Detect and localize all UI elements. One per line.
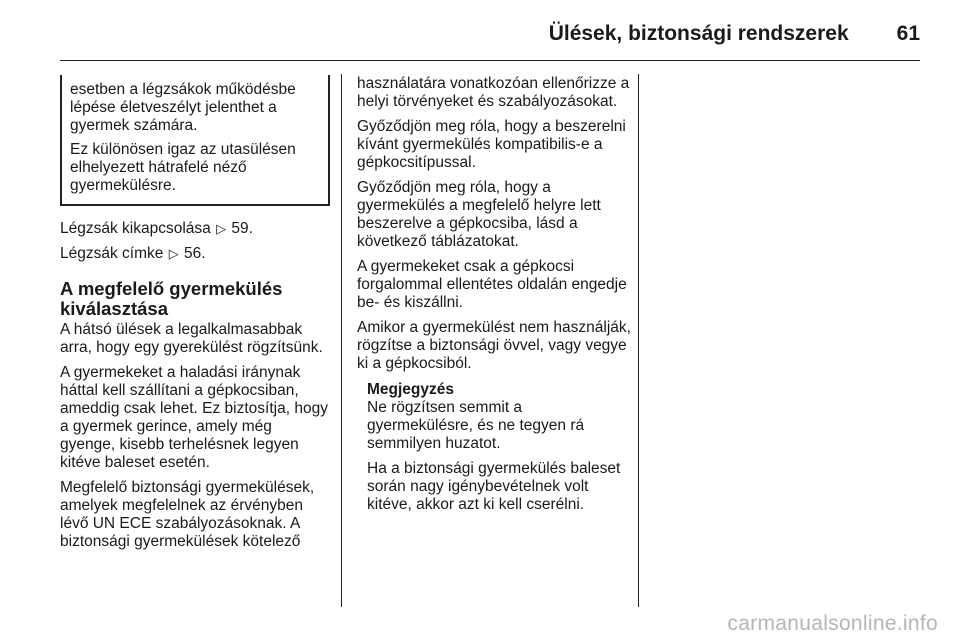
xref-page: 59.: [231, 220, 253, 237]
column-divider-1: [341, 74, 342, 607]
body-paragraph: használatára vonatkozóan ellenőrizze a helyi törvényeket és szabályozásokat.: [357, 75, 630, 110]
column-1: [60, 75, 330, 558]
body-paragraph: Győződjön meg róla, hogy a gyermekülés a megfelelő helyre lett beszerelve a gépkocsiba, lásd a következő táblázatokat.: [357, 179, 601, 250]
page-number: 61: [896, 22, 920, 45]
column-divider-2: [638, 74, 639, 607]
body-paragraph: Győződjön meg róla, hogy a beszerelni kívánt gyermekülés kompatibilis-e a gépkocsitípussal.: [357, 118, 626, 171]
note-block: [357, 381, 632, 514]
body-paragraph: A gyermekeket a haladási iránynak háttal kell szállítani a gépkocsiban, ameddig csak lehet. Ez biztosítja, hogy a gyermek gerince, amely még gyenge, kisebb terhelésnek legyen kitéve baleset esetén.: [60, 364, 328, 471]
warning-text-2: Ez különösen igaz az utasülésen elhelyezett hátrafelé néző gyermekülésre.: [70, 141, 296, 194]
body-paragraph: A hátsó ülések a legalkalmasabbak arra, hogy egy gyerekülést rögzítsünk.: [60, 321, 323, 356]
arrow-right-icon: ▷: [168, 246, 179, 261]
page-title: Ülések, biztonsági rendszerek: [548, 22, 849, 45]
section-heading: A megfelelő gyermekülés kiválasztása: [60, 278, 283, 319]
body-paragraph: Megfelelő biztonsági gyermekülések, amelyek megfelelnek az érvényben lévő UN ECE szabályozásoknak. A biztonsági gyermekülések kötelező: [60, 479, 315, 550]
xref-label: Légzsák kikapcsolása: [60, 220, 211, 237]
xref-label: Légzsák címke: [60, 245, 164, 262]
body-paragraph: A gyermekeket csak a gépkocsi forgalommal ellentétes oldalán engedje be- és kiszállni.: [357, 258, 627, 311]
warning-box: [60, 75, 330, 206]
cross-reference-airbag-label[interactable]: [60, 245, 330, 263]
xref-page: 56.: [184, 245, 206, 262]
watermark: carmanualsonline.info: [727, 612, 938, 635]
page-header: [60, 14, 920, 54]
arrow-right-icon: ▷: [216, 221, 227, 236]
note-paragraph: Ha a biztonsági gyermekülés baleset során nagy igénybevételnek volt kitéve, akkor azt ki kell cserélni.: [367, 460, 621, 513]
column-2: [357, 75, 632, 521]
note-paragraph: Ne rögzítsen semmit a gyermekülésre, és ne tegyen rá semmilyen huzatot.: [367, 399, 585, 452]
note-title: Megjegyzés: [367, 381, 455, 398]
body-paragraph: Amikor a gyermekülést nem használják, rögzítse a biztonsági övvel, vagy vegye ki a gépkocsiból.: [357, 319, 631, 372]
cross-reference-airbag-deactivation[interactable]: [60, 220, 330, 238]
warning-text-1: esetben a légzsákok működésbe lépése életveszélyt jelenthet a gyermek számára.: [70, 81, 296, 134]
header-divider: [60, 60, 920, 61]
